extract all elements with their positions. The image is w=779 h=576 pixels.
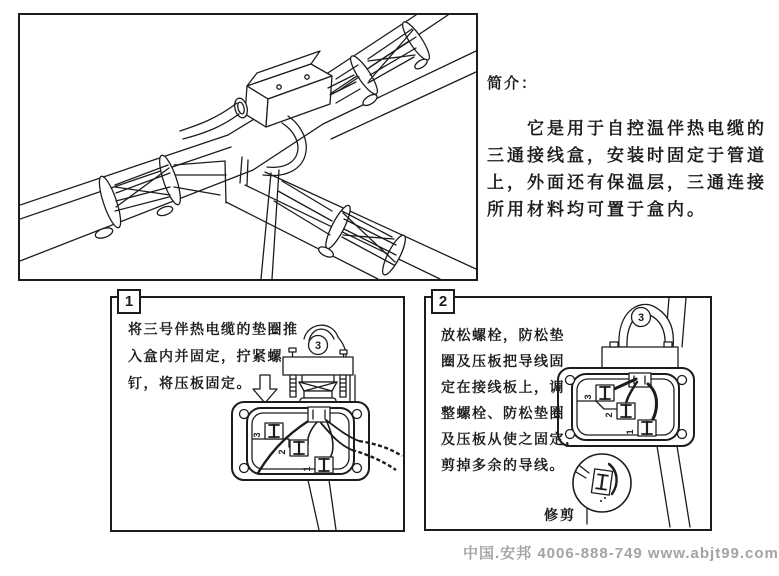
intro-line: 所用材料均可置于盒内。: [487, 200, 707, 219]
step-text-line: 整螺栓、防松垫圈: [441, 405, 565, 421]
trim-label: 修剪: [544, 507, 576, 523]
gland-block: [602, 347, 678, 368]
terminal-clamp: [596, 385, 614, 401]
cable-loop: [602, 304, 678, 368]
step-text-line: 定在接线板上，调: [441, 379, 565, 395]
intro-line: 上，外面还有保温层，三通连接: [487, 173, 767, 192]
step-panel-2: [424, 293, 712, 531]
terminal-clamp: [617, 403, 635, 419]
cable-straps-left: [94, 153, 226, 240]
pipes-tee-drawing: [20, 15, 476, 279]
step-text-line: 剪掉多余的导线。: [441, 457, 565, 473]
open-box: [232, 402, 402, 480]
pipe-below-box: [657, 446, 690, 527]
intro-section: [487, 72, 777, 223]
step-text-line: 将三号伴热电缆的垫圈推: [128, 321, 299, 337]
step1-text: [128, 316, 299, 397]
terminal-label: 1: [302, 466, 312, 472]
footer-watermark: 中国.安邦 4006-888-749 www.abjt99.com: [463, 545, 779, 562]
step-text-line: 及压板从使之固定，: [441, 431, 581, 447]
step2-text: [441, 322, 581, 478]
terminal-clamp: [265, 423, 283, 439]
terminal-clamp: [638, 420, 656, 436]
step-text-line: 圈及压板把导线固: [441, 353, 565, 369]
step-number: 1: [117, 289, 141, 314]
step-text-line: 放松螺栓，防松垫: [441, 327, 565, 343]
terminal-label: 3: [583, 394, 593, 400]
pipe-below-box: [308, 480, 336, 530]
callout-label: 3: [637, 312, 645, 324]
terminal-label: 3: [252, 432, 262, 438]
main-illustration-frame: [18, 13, 478, 281]
step-text-line: 钉，将压板固定。: [128, 375, 252, 391]
terminal-label: 1: [625, 429, 635, 435]
terminal-label: 2: [604, 412, 614, 418]
intro-line: 三通接线盒，安装时固定于管道: [487, 146, 767, 165]
intro-line: 它是用于自控温伴热电缆的: [527, 119, 767, 138]
intro-heading: 简介：: [487, 75, 539, 92]
step-panel-1: [110, 293, 405, 532]
terminal-label: 2: [277, 449, 287, 455]
junction-box-3d: [233, 51, 335, 127]
step-text-line: 入盒内并固定，拧紧螺: [128, 348, 283, 364]
callout-label: 3: [314, 340, 322, 352]
terminal-clamp: [315, 457, 333, 473]
terminal-clamp: [290, 440, 308, 456]
step-number: 2: [431, 289, 455, 314]
intro-body: [487, 115, 777, 223]
